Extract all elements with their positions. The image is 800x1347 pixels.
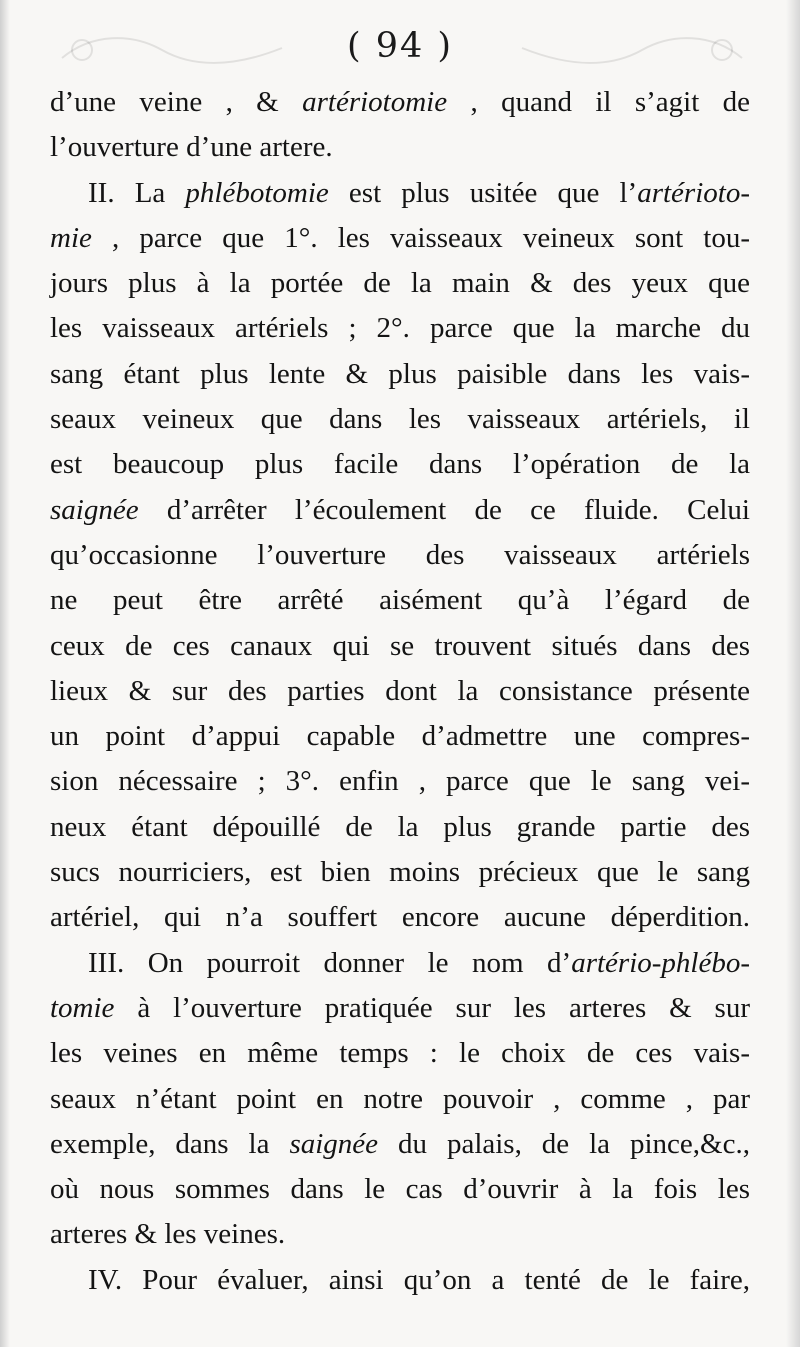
italic-term: artério-phlébo-	[571, 946, 750, 979]
text-span: est plus usitée que l’	[328, 176, 638, 209]
text-line	[50, 397, 750, 442]
text-span: exemple, dans la	[50, 1127, 290, 1160]
text-span: est beaucoup plus facile dans l’opération de la	[50, 448, 750, 481]
text-line	[50, 533, 750, 578]
text-span: sucs nourriciers, est bien moins précieux que le sang	[50, 856, 750, 889]
text-line	[50, 669, 750, 714]
italic-term: tomie	[50, 991, 115, 1024]
text-line	[50, 306, 750, 351]
text-span: artériel, qui n’a souffert encore aucune déperdition.	[50, 901, 750, 934]
text-span: sang étant plus lente & plus paisible dans les vais-	[50, 357, 750, 390]
italic-term: mie	[50, 221, 92, 254]
text-span: arteres & les veines.	[50, 1218, 286, 1251]
text-span: IV. Pour évaluer, ainsi qu’on a tenté de le faire,	[88, 1263, 750, 1296]
text-line	[50, 759, 750, 804]
text-span: ceux de ces canaux qui se trouvent situés dans des	[50, 629, 750, 662]
text-span: où nous sommes dans le cas d’ouvrir à la fois les	[50, 1173, 750, 1206]
text-line	[50, 352, 750, 397]
italic-term: saignée	[50, 493, 139, 526]
text-line	[50, 125, 750, 170]
text-span: II. La	[88, 176, 186, 209]
text-line	[50, 488, 750, 533]
text-span: ne peut être arrêté aisément qu’à l’égard de	[50, 584, 750, 617]
text-span: seaux veineux que dans les vaisseaux artériels, il	[50, 403, 750, 436]
text-span: III. On pourroit donner le nom d’	[88, 946, 572, 979]
text-line	[50, 1212, 750, 1257]
text-span: lieux & sur des parties dont la consistance présente	[50, 674, 750, 707]
text-span: qu’occasionne l’ouverture des vaisseaux artériels	[50, 538, 750, 571]
text-span: un point d’appui capable d’admettre une compres-	[50, 720, 750, 753]
text-line	[50, 941, 750, 986]
text-span: les veines en même temps : le choix de ces vais-	[50, 1037, 750, 1070]
text-line	[50, 578, 750, 623]
text-span: les vaisseaux artériels ; 2°. parce que la marche du	[50, 312, 750, 345]
text-span: sion nécessaire ; 3°. enfin , parce que le sang vei-	[50, 765, 750, 798]
text-line	[50, 171, 750, 216]
text-line	[50, 1122, 750, 1167]
text-line	[50, 442, 750, 487]
text-line	[50, 1258, 750, 1303]
italic-term: phlébotomie	[185, 176, 329, 209]
text-line	[50, 986, 750, 1031]
text-span: , quand il s’agit de	[447, 86, 750, 118]
page-edge-right	[786, 0, 800, 1347]
text-line	[50, 624, 750, 669]
text-span: seaux n’étant point en notre pouvoir , comme , par	[50, 1082, 750, 1115]
text-line	[50, 895, 750, 940]
text-line	[50, 80, 750, 125]
text-span: à l’ouverture pratiquée sur les arteres & sur	[114, 991, 750, 1024]
italic-term: artériotomie	[302, 86, 448, 118]
page-number: ( 94 )	[346, 26, 454, 66]
text-line	[50, 1031, 750, 1076]
italic-term: artériotо-	[637, 176, 750, 209]
text-line	[50, 216, 750, 261]
text-line	[50, 261, 750, 306]
text-line	[50, 1077, 750, 1122]
text-span: l’ouverture d’une artere.	[50, 131, 333, 164]
text-span: d’une veine , &	[50, 86, 303, 118]
italic-term: saignée	[289, 1127, 379, 1160]
text-line	[50, 1167, 750, 1212]
text-span: d’arrêter l’écoulement de ce fluide. Celui	[138, 493, 750, 526]
text-line	[50, 714, 750, 759]
text-span: du palais, de la pince,&c.,	[378, 1127, 750, 1160]
text-span: , parce que 1°. les vaisseaux veineux sont tou-	[91, 221, 750, 254]
page-edge-left	[0, 0, 10, 1347]
text-line	[50, 850, 750, 895]
text-span: neux étant dépouillé de la plus grande partie des	[50, 810, 750, 843]
text-span: jours plus à la portée de la main & des yeux que	[50, 267, 750, 300]
body-text	[50, 80, 750, 1303]
text-line	[50, 805, 750, 850]
